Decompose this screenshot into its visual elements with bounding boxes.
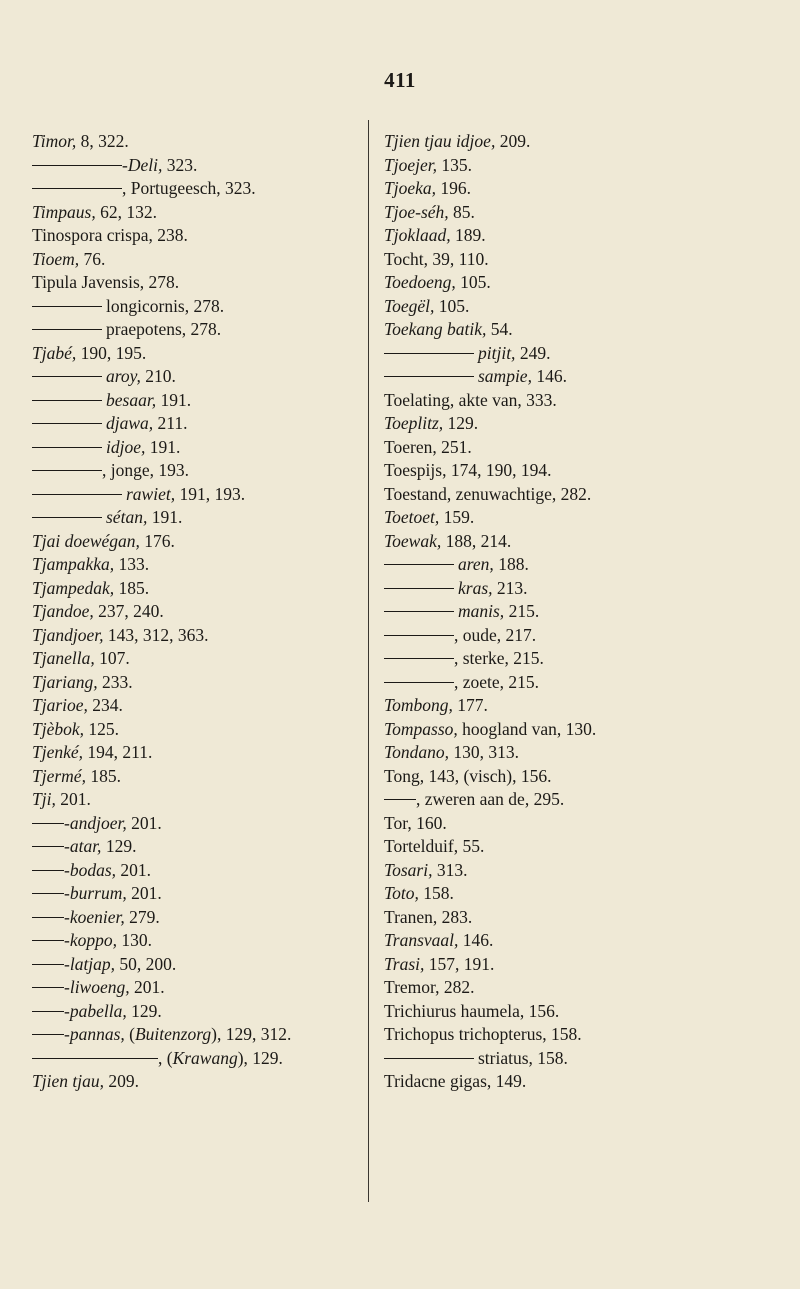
- index-entry: [32, 929, 362, 953]
- entry-text: 185.: [85, 765, 121, 786]
- entry-text: 279.: [124, 906, 160, 927]
- ditto-dash: [32, 1058, 158, 1059]
- ditto-dash: [384, 658, 454, 659]
- entry-text: 8, 322.: [76, 131, 129, 151]
- ditto-dash: [32, 964, 64, 965]
- entry-term: Tjanella,: [32, 648, 95, 668]
- entry-text: 191, 193.: [175, 483, 246, 504]
- entry-text: 201.: [55, 789, 91, 809]
- ditto-dash: [32, 329, 102, 330]
- index-entry: [384, 130, 784, 154]
- index-entry: [384, 671, 784, 695]
- entry-term: Tjariang,: [32, 671, 98, 692]
- ditto-dash: [384, 682, 454, 683]
- index-entry: [32, 154, 362, 178]
- ditto-dash: [32, 423, 102, 424]
- ditto-dash: [32, 447, 102, 448]
- index-entry: [32, 459, 362, 483]
- index-entry: [32, 318, 362, 342]
- entry-term: Toekang batik,: [384, 319, 487, 339]
- entry-text: 234.: [87, 695, 123, 715]
- index-entry: [384, 741, 784, 765]
- entry-text: 85.: [448, 201, 475, 222]
- index-entry: [32, 765, 362, 789]
- index-column-right: [384, 130, 784, 1094]
- index-entry: [32, 1070, 362, 1094]
- entry-text: Tridacne gigas, 149.: [384, 1071, 527, 1091]
- index-entry: [384, 436, 784, 460]
- entry-text: 76.: [79, 248, 106, 269]
- entry-text: 176.: [139, 530, 175, 551]
- entry-term: Tioem,: [32, 248, 80, 269]
- ditto-dash: [32, 165, 122, 166]
- entry-text: Tong, 143, (visch), 156.: [384, 765, 552, 786]
- entry-text: 50, 200.: [115, 953, 177, 974]
- entry-term: besaar,: [106, 389, 157, 410]
- index-entry: [384, 506, 784, 530]
- index-entry: [32, 224, 362, 248]
- entry-term: Tompasso,: [384, 718, 458, 739]
- entry-text: 211.: [153, 413, 188, 433]
- entry-term: Toto,: [384, 883, 419, 903]
- index-entry: [384, 976, 784, 1000]
- entry-term: Tjandoe,: [32, 601, 94, 621]
- index-entry: [32, 1000, 362, 1024]
- index-entry: [384, 765, 784, 789]
- index-entry: [32, 647, 362, 671]
- index-entry: [384, 788, 784, 812]
- entry-term: Tjarioe,: [32, 695, 88, 715]
- entry-text: , zoete, 215.: [454, 671, 540, 692]
- index-entry: [384, 459, 784, 483]
- index-entry: [384, 248, 784, 272]
- index-entry: [384, 835, 784, 859]
- ditto-dash: [32, 188, 122, 189]
- entry-text: 201.: [116, 859, 152, 880]
- index-entry: [32, 718, 362, 742]
- index-entry: [32, 177, 362, 201]
- entry-term: Timpaus,: [32, 201, 96, 222]
- entry-term: Tjèbok,: [32, 718, 85, 739]
- entry-term: Timor,: [32, 131, 77, 151]
- entry-term: Tondano,: [384, 742, 450, 762]
- entry-text: praepotens, 278.: [106, 319, 222, 339]
- entry-text: 196.: [436, 178, 472, 198]
- entry-term: -burrum,: [64, 883, 127, 903]
- entry-term: Tjermé,: [32, 765, 86, 786]
- entry-text: 237, 240.: [93, 601, 164, 621]
- index-entry: [32, 835, 362, 859]
- entry-text: , Portugeesch, 323.: [122, 178, 256, 198]
- entry-term: aroy,: [106, 366, 141, 386]
- index-entry: [384, 694, 784, 718]
- index-entry: [32, 412, 362, 436]
- ditto-dash: [32, 940, 64, 941]
- entry-text: Tipula Javensis, 278.: [32, 272, 180, 292]
- entry-term: Toeplitz,: [384, 413, 444, 433]
- ditto-dash: [384, 635, 454, 636]
- ditto-dash: [384, 799, 416, 800]
- entry-text: Tortelduif, 55.: [384, 836, 485, 856]
- entry-text: hoogland van, 130.: [457, 718, 597, 739]
- index-entry: [384, 1023, 784, 1047]
- index-column-left: [32, 130, 362, 1094]
- entry-text: 233.: [97, 671, 133, 692]
- ditto-dash: [32, 846, 64, 847]
- index-entry: [32, 1023, 362, 1047]
- index-entry: [32, 788, 362, 812]
- entry-text: 133.: [114, 554, 150, 574]
- entry-text: 188.: [493, 554, 529, 574]
- index-entry: [384, 389, 784, 413]
- entry-text: 215.: [504, 601, 540, 621]
- entry-text: 129.: [101, 836, 137, 856]
- index-entry: [32, 600, 362, 624]
- entry-text: 143, 312, 363.: [103, 624, 209, 645]
- entry-text: 190, 195.: [76, 342, 147, 363]
- entry-text: , zweren aan de, 295.: [416, 789, 565, 809]
- entry-term: Tjoeka,: [384, 178, 437, 198]
- ditto-dash: [32, 376, 102, 377]
- entry-term: Tjoe-séh,: [384, 201, 449, 222]
- entry-text: 209.: [495, 131, 531, 151]
- entry-term: Krawang: [172, 1047, 238, 1068]
- index-entry: [32, 506, 362, 530]
- entry-term: -koenier,: [64, 906, 125, 927]
- index-entry: [384, 154, 784, 178]
- index-entry: [32, 271, 362, 295]
- index-entry: [384, 295, 784, 319]
- ditto-dash: [32, 987, 64, 988]
- entry-text: 62, 132.: [95, 201, 157, 222]
- index-entry: [384, 929, 784, 953]
- index-entry: [32, 365, 362, 389]
- entry-term: -liwoeng,: [64, 977, 130, 997]
- entry-text: Tremor, 282.: [384, 977, 475, 997]
- entry-text: Toestand, zenuwachtige, 282.: [384, 483, 592, 504]
- entry-text: 194, 211.: [83, 742, 153, 762]
- entry-text: 313.: [432, 859, 468, 880]
- entry-term: Transvaal,: [384, 930, 459, 950]
- entry-term: -latjap,: [64, 953, 116, 974]
- entry-term: Tjoklaad,: [384, 225, 451, 245]
- entry-text: 185.: [114, 577, 150, 598]
- entry-text: 201.: [126, 812, 162, 833]
- index-entry: [384, 1070, 784, 1094]
- entry-text: 105.: [434, 295, 470, 316]
- ditto-dash: [32, 494, 122, 495]
- entry-text: 201.: [129, 977, 165, 997]
- ditto-dash: [384, 353, 474, 354]
- entry-term: Tjandjoer,: [32, 624, 104, 645]
- entry-text: 189.: [450, 225, 486, 245]
- index-entry: [384, 530, 784, 554]
- entry-text: 213.: [492, 577, 528, 598]
- entry-text: Toespijs, 174, 190, 194.: [384, 460, 552, 480]
- ditto-dash: [32, 306, 102, 307]
- entry-term: Tjenké,: [32, 742, 84, 762]
- entry-term: Tjien tjau idjoe,: [384, 131, 496, 151]
- entry-text: 130.: [116, 930, 152, 950]
- index-entry: [32, 553, 362, 577]
- index-entry: [32, 694, 362, 718]
- entry-term: idjoe,: [106, 436, 146, 457]
- index-entry: [384, 365, 784, 389]
- entry-text: ), 129.: [237, 1047, 283, 1068]
- entry-term: aren,: [458, 554, 494, 574]
- index-entry: [32, 741, 362, 765]
- entry-term: Tjoejer,: [384, 154, 437, 175]
- index-entry: [384, 271, 784, 295]
- entry-term: djawa,: [106, 413, 154, 433]
- entry-text: 129.: [443, 413, 479, 433]
- entry-text: 125.: [84, 718, 120, 739]
- entry-term: Tjampedak,: [32, 577, 115, 598]
- entry-text: 201.: [126, 883, 162, 903]
- entry-text: Toeren, 251.: [384, 436, 472, 457]
- entry-text: 177.: [452, 695, 488, 715]
- entry-text: Tranen, 283.: [384, 906, 473, 927]
- index-entry: [384, 624, 784, 648]
- entry-text: , (: [158, 1047, 173, 1068]
- entry-text: 107.: [94, 648, 130, 668]
- entry-term: kras,: [458, 577, 493, 598]
- entry-term: sétan,: [106, 507, 148, 527]
- index-entry: [384, 600, 784, 624]
- index-entry: [384, 906, 784, 930]
- entry-text: 130, 313.: [449, 742, 520, 762]
- entry-term: pitjit,: [478, 342, 516, 363]
- ditto-dash: [32, 1011, 64, 1012]
- entry-text: 105.: [455, 272, 491, 292]
- index-entry: [32, 530, 362, 554]
- entry-term: Tjien tjau,: [32, 1071, 104, 1091]
- entry-text: 129.: [126, 1000, 162, 1021]
- entry-text: striatus, 158.: [478, 1047, 568, 1068]
- entry-text: Tinospora crispa, 238.: [32, 225, 188, 245]
- ditto-dash: [384, 611, 454, 612]
- index-entry: [32, 1047, 362, 1071]
- entry-term: Tjai doewégan,: [32, 530, 140, 551]
- index-entry: [32, 483, 362, 507]
- index-entry: [32, 201, 362, 225]
- entry-term: -koppo,: [64, 930, 117, 950]
- entry-term: -Deli,: [122, 154, 163, 175]
- ditto-dash: [32, 823, 64, 824]
- index-entry: [384, 201, 784, 225]
- entry-term: Toedoeng,: [384, 272, 456, 292]
- index-entry: [384, 812, 784, 836]
- page-number: 411: [384, 68, 416, 92]
- index-entry: [32, 130, 362, 154]
- index-entry: [384, 412, 784, 436]
- entry-text: 209.: [103, 1071, 139, 1091]
- ditto-dash: [32, 893, 64, 894]
- entry-text: ), 129, 312.: [211, 1024, 292, 1044]
- index-entry: [384, 882, 784, 906]
- index-entry: [384, 859, 784, 883]
- entry-term: -pabella,: [64, 1000, 127, 1021]
- entry-term: Toetoet,: [384, 507, 440, 527]
- entry-text: 210.: [140, 366, 176, 386]
- entry-text: 157, 191.: [424, 953, 495, 974]
- entry-term: Toewak,: [384, 530, 442, 551]
- ditto-dash: [384, 1058, 474, 1059]
- entry-text: 158.: [418, 883, 454, 903]
- entry-text: Trichopus trichopterus, 158.: [384, 1024, 582, 1044]
- entry-term: Toegël,: [384, 295, 435, 316]
- index-entry: [32, 812, 362, 836]
- index-entry: [384, 718, 784, 742]
- index-entry: [32, 671, 362, 695]
- index-entry: [32, 953, 362, 977]
- index-entry: [32, 295, 362, 319]
- index-entry: [32, 342, 362, 366]
- index-entry: [384, 647, 784, 671]
- entry-term: Tombong,: [384, 695, 453, 715]
- index-entry: [384, 1047, 784, 1071]
- entry-text: Tor, 160.: [384, 812, 447, 833]
- entry-text: Tocht, 39, 110.: [384, 248, 489, 269]
- index-entry: [384, 483, 784, 507]
- entry-text: 159.: [439, 507, 475, 527]
- entry-term: Tji,: [32, 789, 56, 809]
- entry-text: , oude, 217.: [454, 624, 537, 645]
- entry-term: -pannas,: [64, 1024, 125, 1044]
- index-entry: [384, 224, 784, 248]
- index-entry: [32, 882, 362, 906]
- index-entry: [32, 248, 362, 272]
- entry-text: longicornis, 278.: [106, 295, 225, 316]
- entry-term: Tjabé,: [32, 342, 77, 363]
- index-entry: [384, 1000, 784, 1024]
- index-entry: [32, 577, 362, 601]
- entry-term: -bodas,: [64, 859, 117, 880]
- index-entry: [32, 624, 362, 648]
- ditto-dash: [32, 1034, 64, 1035]
- entry-text: 135.: [437, 154, 472, 175]
- entry-term: Tosari,: [384, 859, 433, 880]
- entry-term: -atar,: [64, 836, 102, 856]
- entry-text: 146.: [458, 930, 494, 950]
- ditto-dash: [32, 400, 102, 401]
- index-entry: [384, 953, 784, 977]
- index-entry: [384, 553, 784, 577]
- entry-text: 146.: [531, 366, 567, 386]
- entry-text: 249.: [515, 342, 551, 363]
- index-entry: [384, 177, 784, 201]
- index-entry: [384, 342, 784, 366]
- ditto-dash: [384, 376, 474, 377]
- entry-text: 191.: [156, 389, 192, 410]
- index-entry: [32, 389, 362, 413]
- entry-term: Buitenzorg: [134, 1024, 212, 1044]
- ditto-dash: [384, 588, 454, 589]
- index-entry: [384, 577, 784, 601]
- entry-text: 323.: [162, 154, 198, 175]
- ditto-dash: [32, 870, 64, 871]
- entry-text: 54.: [486, 319, 513, 339]
- entry-text: (: [124, 1024, 135, 1044]
- ditto-dash: [32, 517, 102, 518]
- entry-term: Tjampakka,: [32, 554, 115, 574]
- index-entry: [32, 906, 362, 930]
- index-entry: [32, 436, 362, 460]
- entry-text: Toelating, akte van, 333.: [384, 389, 557, 410]
- entry-term: Trasi,: [384, 953, 425, 974]
- entry-text: 191.: [147, 507, 183, 527]
- entry-text: 191.: [145, 436, 181, 457]
- entry-text: , sterke, 215.: [454, 648, 544, 668]
- entry-term: manis,: [458, 601, 505, 621]
- index-entry: [32, 976, 362, 1000]
- entry-term: sampie,: [478, 366, 532, 386]
- entry-term: rawiet,: [126, 483, 176, 504]
- ditto-dash: [384, 564, 454, 565]
- entry-text: Trichiurus haumela, 156.: [384, 1000, 560, 1021]
- ditto-dash: [32, 917, 64, 918]
- column-divider: [368, 120, 369, 1202]
- entry-text: , jonge, 193.: [102, 460, 190, 480]
- index-entry: [384, 318, 784, 342]
- entry-term: -andjoer,: [64, 812, 127, 833]
- index-entry: [32, 859, 362, 883]
- ditto-dash: [32, 470, 102, 471]
- entry-text: 188, 214.: [441, 530, 512, 551]
